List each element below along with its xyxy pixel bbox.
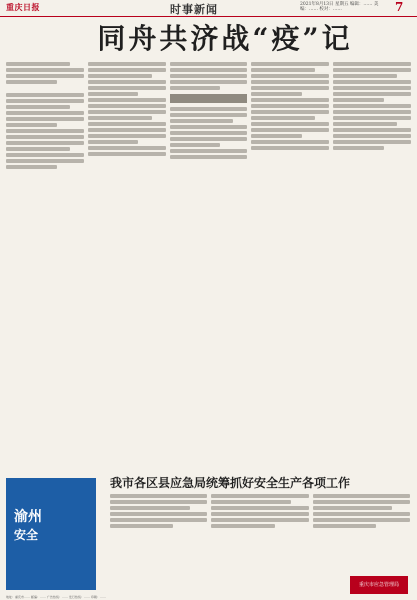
ad-badge: 重庆市应急管理局 [350, 576, 408, 594]
text-line [170, 80, 248, 84]
text-line [88, 134, 166, 138]
text-line [88, 128, 166, 132]
text-line [333, 110, 411, 114]
text-line [170, 74, 248, 78]
text-line [170, 137, 248, 141]
text-line [6, 123, 57, 127]
text-line [6, 80, 57, 84]
text-line [88, 68, 166, 72]
text-line [6, 117, 84, 121]
text-line [211, 494, 308, 498]
text-line [333, 68, 411, 72]
text-line [251, 146, 329, 150]
ad-logo-sub: 安全 [14, 528, 39, 542]
text-line [333, 122, 397, 126]
subheading [170, 94, 248, 103]
text-line [6, 105, 70, 109]
text-line [313, 518, 410, 522]
text-line [333, 146, 384, 150]
text-line [88, 146, 166, 150]
text-line [88, 152, 166, 156]
column-4 [251, 62, 329, 470]
column-3 [170, 62, 248, 470]
text-line [170, 131, 248, 135]
text-line [333, 104, 411, 108]
text-line [333, 62, 411, 66]
text-line [88, 110, 166, 114]
text-line [170, 86, 221, 90]
text-line [333, 116, 411, 120]
text-line [170, 149, 248, 153]
text-line [110, 506, 190, 510]
text-line [6, 111, 84, 115]
text-line [88, 104, 166, 108]
text-line [88, 86, 166, 90]
text-line [170, 107, 248, 111]
text-line [6, 99, 84, 103]
text-line [170, 62, 248, 66]
text-line [110, 524, 173, 528]
text-line [88, 122, 166, 126]
text-line [170, 155, 248, 159]
text-line [333, 134, 411, 138]
text-line [251, 110, 329, 114]
text-line [211, 512, 308, 516]
text-line [88, 98, 166, 102]
text-line [6, 74, 84, 78]
text-line [313, 506, 393, 510]
text-line [333, 92, 411, 96]
text-line [110, 500, 207, 504]
ad-logo-text: 渝州 [14, 509, 42, 525]
text-line [333, 140, 411, 144]
article-columns [6, 62, 411, 470]
text-line [251, 62, 329, 66]
article-headline: 同舟共济战“疫”记 [97, 22, 353, 55]
text-line [6, 141, 84, 145]
text-line [110, 518, 207, 522]
text-line [88, 140, 139, 144]
text-line [88, 116, 152, 120]
ad-headline: 我市各区县应急局统筹抓好安全生产各项工作 [110, 476, 351, 490]
text-line [211, 506, 308, 510]
text-line [6, 159, 84, 163]
page-number: 7 [395, 0, 404, 14]
text-line [88, 62, 166, 66]
text-line [6, 93, 84, 97]
text-line [170, 119, 234, 123]
ad-logo-block [6, 478, 96, 590]
text-line [251, 134, 302, 138]
text-line [6, 135, 84, 139]
ad-column-2 [211, 494, 308, 590]
date-line: 2021年8月13日 星期五 编辑：…… 美编：…… 校对：…… [300, 2, 379, 12]
text-line [6, 147, 70, 151]
text-line [88, 74, 152, 78]
text-line [6, 129, 84, 133]
text-line [333, 80, 411, 84]
text-line [6, 62, 70, 66]
text-line [333, 74, 397, 78]
text-line [251, 86, 329, 90]
text-line [170, 68, 248, 72]
text-line [333, 98, 384, 102]
text-line [110, 494, 207, 498]
text-line [313, 494, 410, 498]
text-line [251, 98, 329, 102]
text-line [251, 80, 329, 84]
section-name: 时事新闻 [170, 3, 218, 16]
text-line [6, 153, 84, 157]
text-line [333, 128, 411, 132]
text-line [211, 500, 291, 504]
text-line [110, 512, 207, 516]
text-line [88, 92, 139, 96]
text-line [6, 68, 84, 72]
text-line [251, 122, 329, 126]
text-line [313, 500, 410, 504]
text-line [251, 140, 329, 144]
text-line [211, 518, 308, 522]
text-line [211, 524, 274, 528]
text-line [251, 116, 315, 120]
paper-name: 重庆日报 [6, 2, 40, 12]
text-line [251, 74, 329, 78]
text-line [251, 68, 315, 72]
column-2 [88, 62, 166, 470]
text-line [251, 128, 329, 132]
text-line [333, 86, 411, 90]
column-1 [6, 62, 84, 470]
divider [6, 86, 84, 91]
footer: 地址：重庆市…… 邮编：…… 广告热线：…… 发行热线：…… 印刷：…… [6, 595, 106, 599]
text-line [313, 512, 410, 516]
text-line [251, 104, 329, 108]
text-line [170, 143, 221, 147]
text-line [313, 524, 376, 528]
text-line [170, 125, 248, 129]
text-line [6, 165, 57, 169]
text-line [251, 92, 302, 96]
text-line [88, 80, 166, 84]
column-5 [333, 62, 411, 470]
text-line [170, 113, 248, 117]
masthead [0, 0, 417, 17]
ad-column-1 [110, 494, 207, 590]
